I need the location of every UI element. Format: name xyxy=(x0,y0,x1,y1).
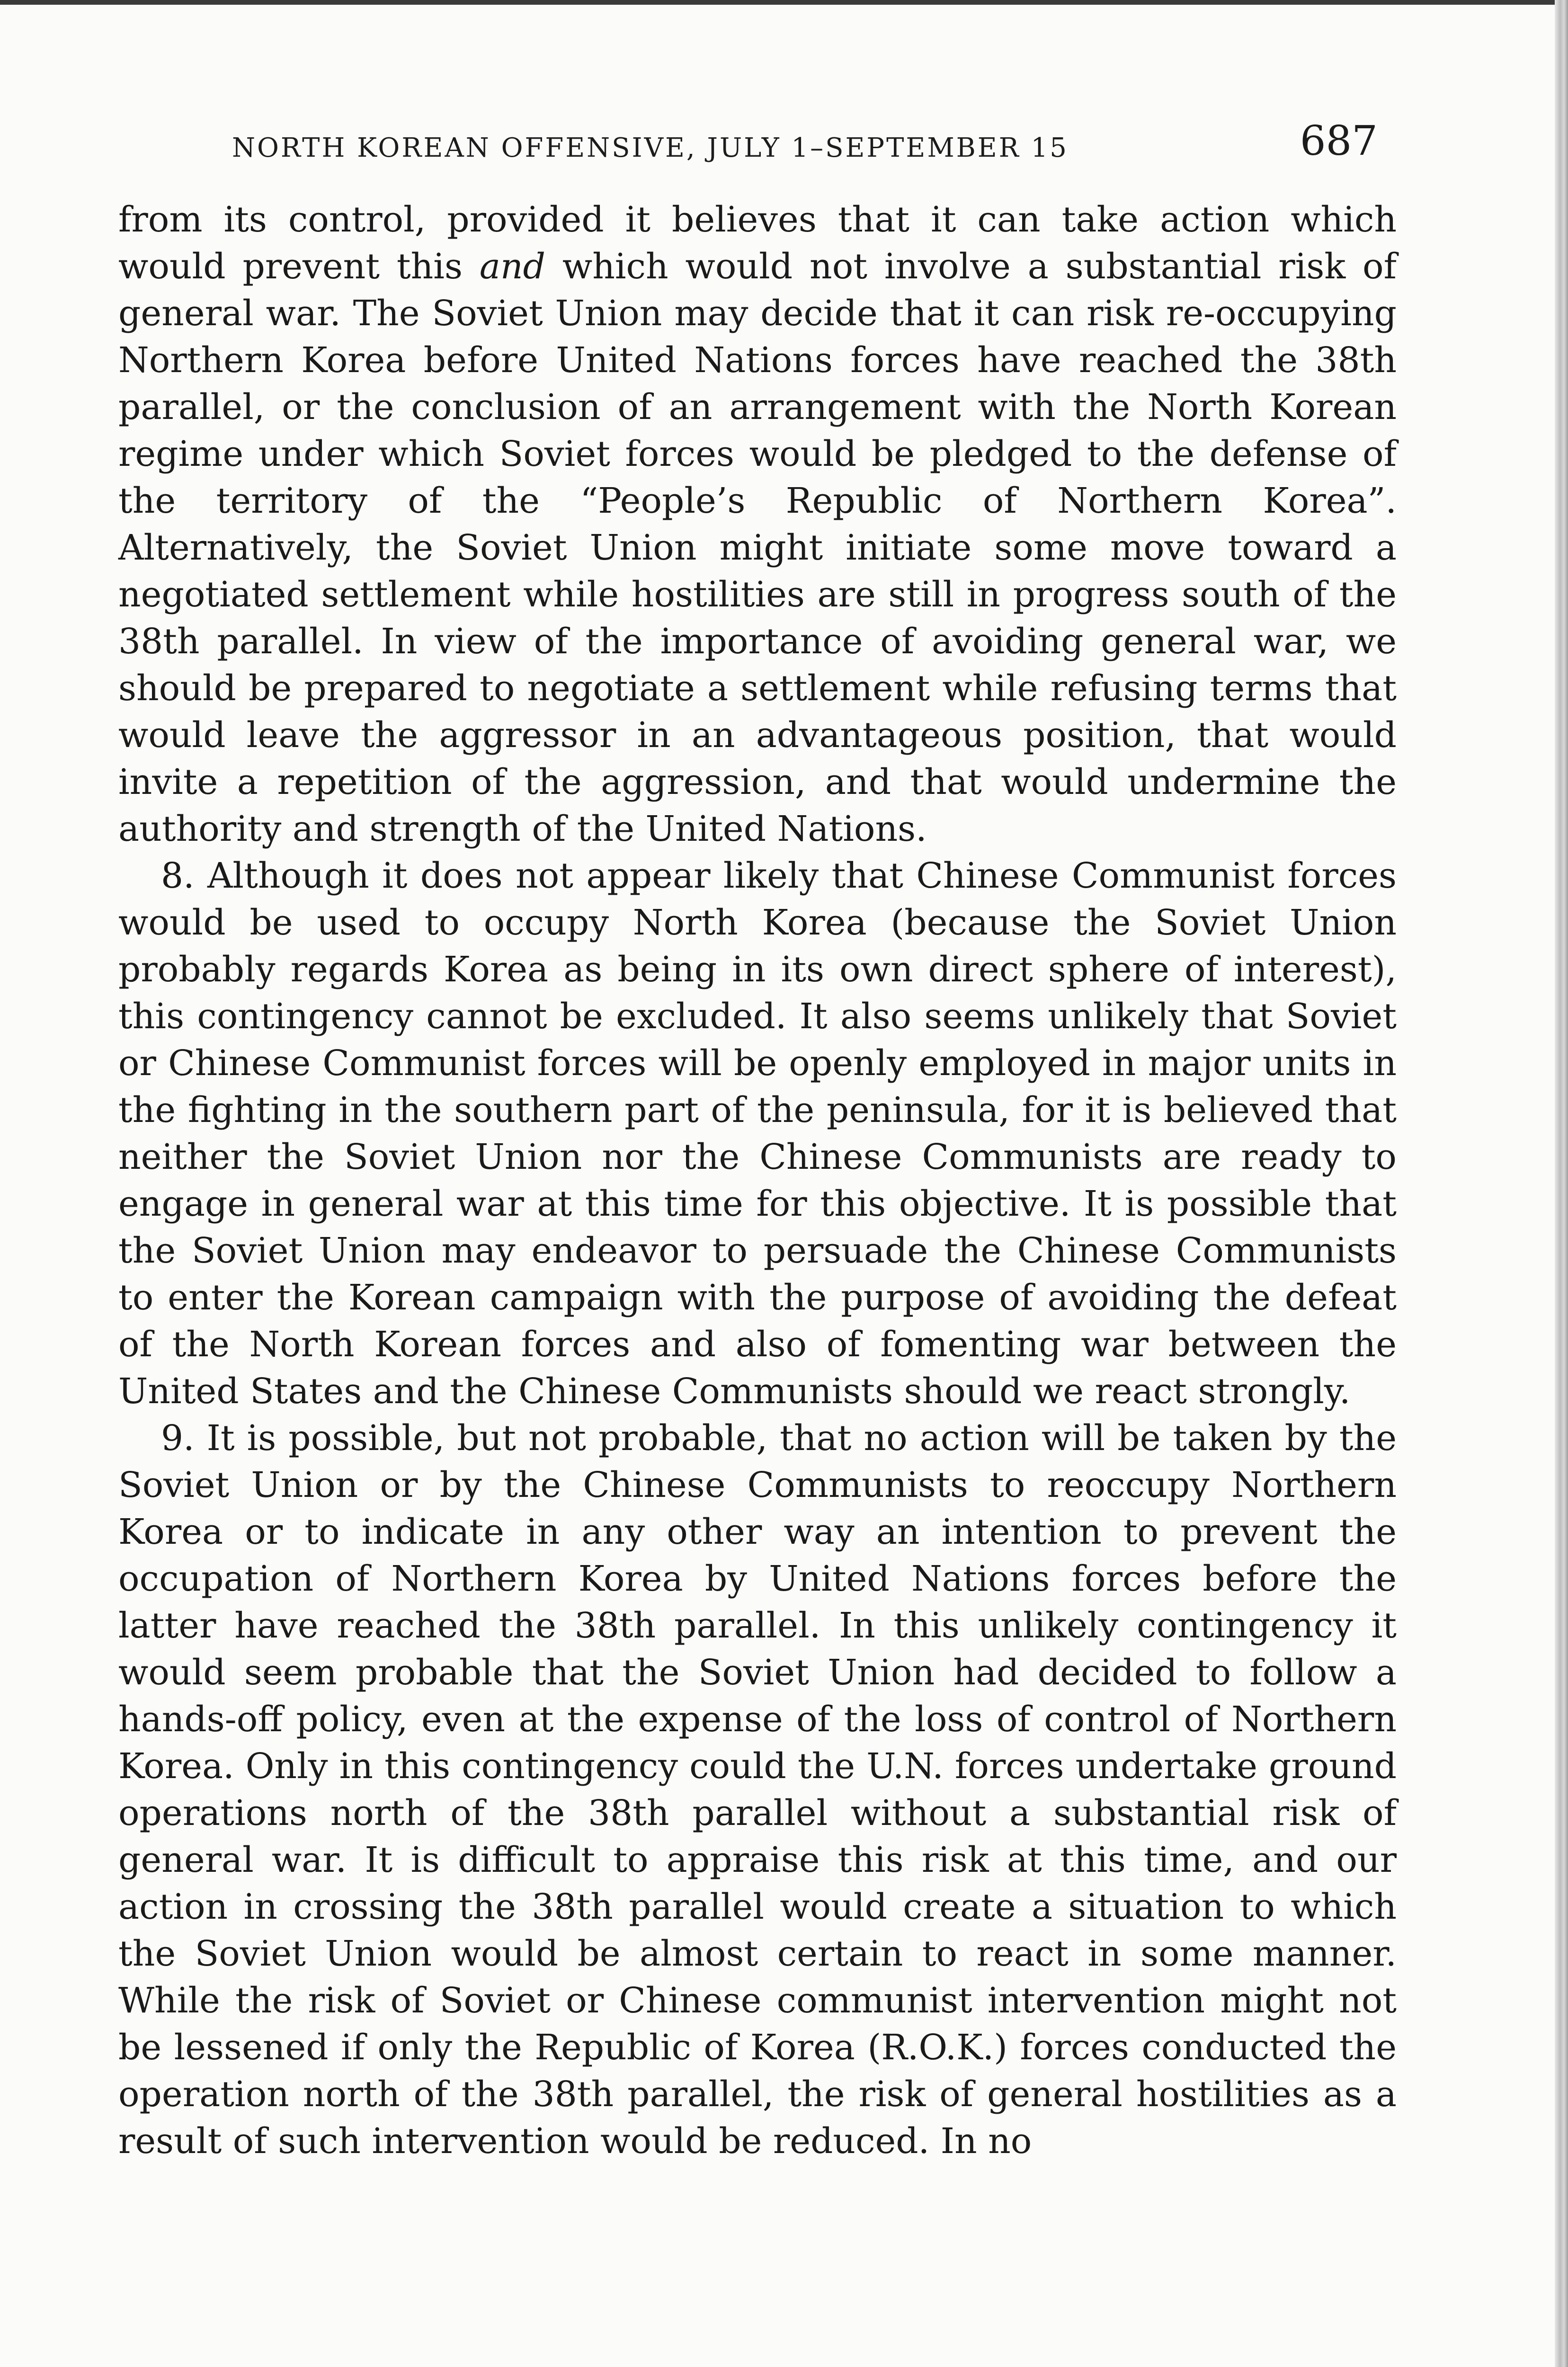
body-text xyxy=(118,196,1397,2165)
paragraph-text: from its control, provided it believes that it can take action which would prevent this xyxy=(118,199,1397,287)
page-header xyxy=(232,117,1378,174)
page-number: 687 xyxy=(1300,117,1378,165)
paragraph-continued xyxy=(118,196,1397,853)
paragraph-9: 9. It is possible, but not probable, that no action will be taken by the Soviet Union or by the Chinese Communists to reoccupy Northern Korea or to indicate in any other way an intention to prevent the occupation of Northern Korea by United Nations forces before the latter have reached the 38th parallel. In this unlikely contingency it would seem probable that the Soviet Union had decided to follow a hands-off policy, even at the expense of the loss of control of Northern Korea. Only in this contingency could the U.N. forces undertake ground operations north of the 38th parallel without a substantial risk of general war. It is difficult to appraise this risk at this time, and our action in crossing the 38th parallel would create a situation to which the Soviet Union would be almost certain to react in some manner. While the risk of Soviet or Chinese communist intervention might not be lessened if only the Republic of Korea (R.O.K.) forces conducted the operation north of the 38th parallel, the risk of general hostilities as a result of such intervention would be reduced. In no xyxy=(118,1418,1397,2162)
page-binding-edge xyxy=(1555,0,1568,2367)
page-top-edge xyxy=(0,0,1568,5)
paragraph-8: 8. Although it does not appear likely that Chinese Communist forces would be used to occupy North Korea (because the Soviet Union probably regards Korea as being in its own direct sphere of interest), this contingency cannot be excluded. It also seems unlikely that Soviet or Chinese Communist forces will be openly employed in major units in the fighting in the southern part of the peninsula, for it is believed that neither the Soviet Union nor the Chinese Communists are ready to engage in general war at this time for this objective. It is possible that the Soviet Union may endeavor to persuade the Chinese Communists to enter the Korean campaign with the purpose of avoiding the defeat of the North Korean forces and also of fomenting war between the United States and the Chinese Communists should we react strongly. xyxy=(118,855,1397,1412)
emphasized-word: and xyxy=(479,246,545,287)
paragraph-text: which would not involve a substantial risk of general war. The Soviet Union may decide that it can risk re-occupying Northern Korea before United Nations forces have reached the 38th parallel, or the conclusion of an arrangement with the North Korean regime under which Soviet forces would be pledged to the defense of the territory of the “People’s Republic of Northern Korea”. Alternatively, the Soviet Union might initiate some move toward a negotiated settlement while hostilities are still in progress south of the 38th parallel. In view of the importance of avoiding general war, we should be prepared to negotiate a settlement while refusing terms that would leave the aggressor in an advantageous position, that would invite a repetition of the aggression, and that would undermine the authority and strength of the United Nations. xyxy=(118,246,1397,849)
running-head: NORTH KOREAN OFFENSIVE, JULY 1–SEPTEMBER 15 xyxy=(232,133,1069,163)
